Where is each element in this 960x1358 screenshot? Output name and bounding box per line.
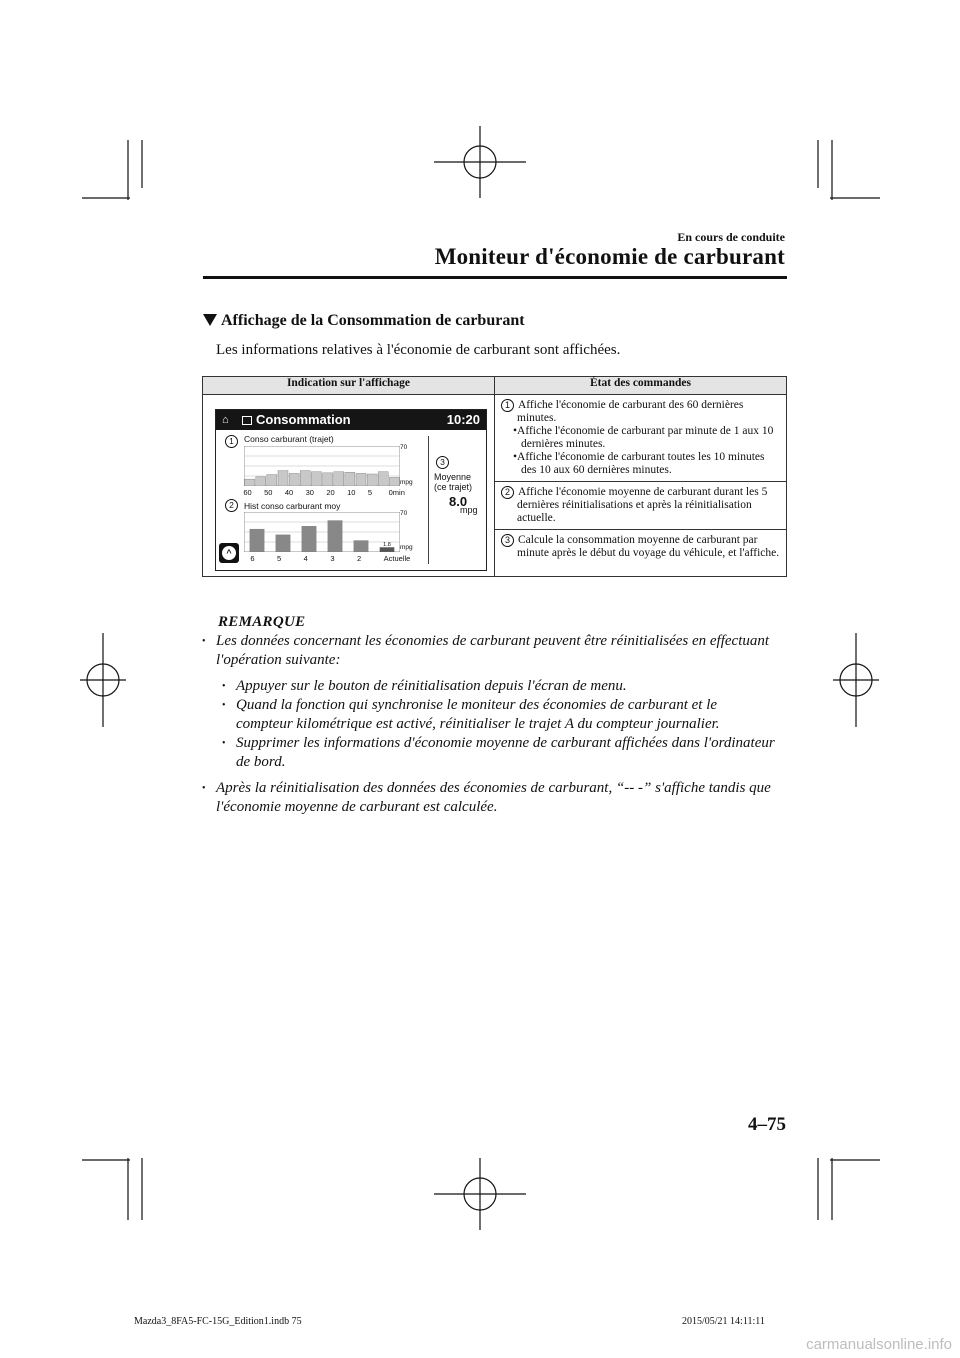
cmd-cell-3 [495,530,787,577]
header-rule [203,276,787,279]
note-bullet-1: • Les données concernant les économies de carburant peuvent être réinitialisées en effectuant l'opération suivante: [216,632,776,670]
bar [328,521,342,552]
cmd-1-sub-2: •Affiche l'économie de carburant toutes les 10 minutes des 10 aux 60 dernières minutes. [513,451,765,476]
bar [256,477,266,486]
bar [245,479,255,486]
callout-3: 3 [436,456,449,469]
bar [250,529,264,552]
footer-file: Mazda3_8FA5-FC-15G_Edition1.indb 75 [134,1316,302,1327]
chart2-title: Hist conso carburant moy [244,501,341,511]
bar [356,473,366,486]
note-sub-bullet-3: • Supprimer les informations d'économie moyenne de carburant affichées dans l'ordinateur de bord. [236,734,776,772]
chart2-ymax: 70 [400,510,408,517]
display-table [202,376,787,577]
tick-label: 40 [284,488,294,497]
chart1-title: Conso carburant (trajet) [244,434,334,444]
running-header-title: Moniteur d'économie de carburant [434,244,785,269]
tick-label: 5 [367,488,373,497]
panel-divider [428,436,429,564]
tick-label: 50 [264,488,273,497]
chart1-plot [244,446,400,486]
bar [323,473,333,486]
bar [389,477,399,486]
screen-clock: 10:20 [446,412,480,427]
average-label-line1: Moyenne [434,472,472,482]
tick-label: 2 [357,554,362,563]
bar [367,474,377,486]
section-heading-text: Affichage de la Consommation de carburant [221,312,525,329]
chart2-unit: mpg [400,544,413,551]
section-heading [203,312,525,330]
callout-2: 2 [225,499,238,512]
bar [345,472,355,486]
cmd-1-lead: 1 Affiche l'économie de carburant des 60 dernières minutes. [501,399,780,425]
cmd-2-lead: 2 Affiche l'économie moyenne de carburant durant les 5 dernières réinitialisations et après la réinitialisation actuelle. [501,486,780,525]
average-label-line2: (ce trajet) [434,482,473,492]
tick-label: 60 [243,488,252,497]
col1-header: Indication sur l'affichage [203,377,495,395]
bar [354,541,368,552]
watermark: carmanualsonline.info [806,1336,952,1353]
intro-text: Les informations relatives à l'économie de carburant sont affichées. [216,342,621,358]
cmd-3-lead: 3 Calcule la consommation moyenne de carburant par minute après le début du voyage du véhicule, et l'affiche. [501,534,780,560]
col2-header: État des commandes [495,377,787,395]
callout-1: 1 [225,435,238,448]
table-row [203,395,787,482]
bar [300,471,310,486]
callout-icon: 1 [501,399,514,412]
bar [380,547,394,552]
tick-label: 30 [305,488,314,497]
tick-label: 20 [326,488,335,497]
tick-label: 3 [330,554,335,563]
bar [311,472,321,486]
chart1-unit: mpg [400,479,413,486]
callout-icon: 2 [501,486,514,499]
chevron-up-icon: ^ [222,546,236,560]
display-cell [203,395,495,577]
tick-label: 4 [303,554,308,563]
app-icon [242,416,252,425]
average-unit: mpg [460,505,478,515]
bar [378,472,388,486]
note-sub-bullet-1: • Appuyer sur le bouton de réinitialisation depuis l'écran de menu. [236,677,776,696]
bar [278,471,288,486]
triangle-down-icon [203,314,217,326]
tick-label: Actuelle [383,554,411,563]
average-value: 8.0 [449,494,468,509]
running-header-section: En cours de conduite [677,230,785,244]
cmd-cell-2 [495,482,787,530]
note-sub-bullet-2: • Quand la fonction qui synchronise le moniteur des économies de carburant et le compteur kilométrique est activé, réinitialiser le trajet A du compteur journalier. [236,696,776,734]
data-label: 1.8 [383,541,391,548]
bar [276,535,290,552]
consumption-screen [215,409,487,571]
note-bullet-2: • Après la réinitialisation des données des économies de carburant, “-- -” s'affiche tandis que l'économie moyenne de carburant est calculée. [216,779,776,817]
chart1-ymax: 70 [400,444,408,451]
nav-up-button[interactable] [219,543,239,563]
tick-label: 0min [388,488,405,497]
cmd-cell-1 [495,395,787,482]
tick-label: 5 [277,554,282,563]
footer-date: 2015/05/21 14:11:11 [682,1316,765,1327]
callout-icon: 3 [501,534,514,547]
bar [289,473,299,486]
tick-label: 6 [250,554,255,563]
bar [267,475,277,486]
chart2-plot [244,512,400,552]
bar [302,526,316,552]
screen-title: Consommation [256,412,351,427]
page-number: 4–75 [748,1114,786,1135]
tick-label: 10 [347,488,356,497]
table-header-row [203,377,787,395]
note-heading: REMARQUE [218,614,306,630]
cmd-1-sub-1: •Affiche l'économie de carburant par minute de 1 aux 10 dernières minutes. [513,425,774,450]
home-icon: ⌂ [222,414,229,426]
bar [334,472,344,486]
screen-title-bar [216,410,486,430]
